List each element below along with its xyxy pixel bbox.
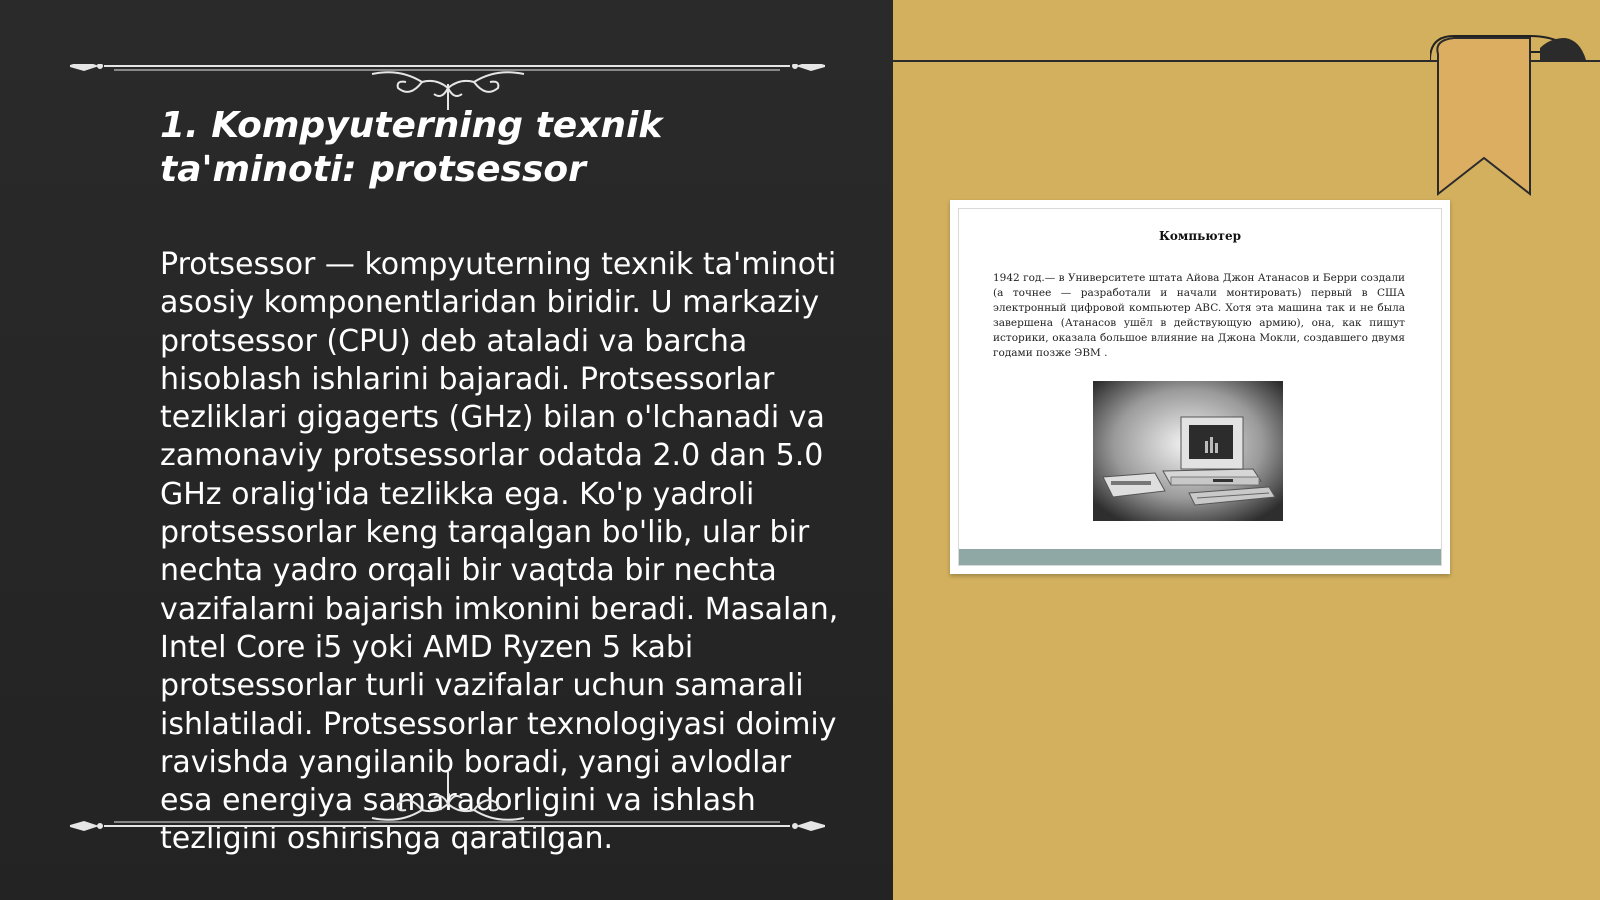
ornamental-divider-bottom <box>70 770 825 836</box>
slide-body-text: Protsessor — kompyuterning texnik ta'minoti asosiy komponentlaridan biridir. U markaziy protsessor (CPU) deb ataladi va barcha hisoblash ishlarini bajaradi. Protsessorlar tezliklari gigagerts (GHz) bilan o'lchanadi va zamonaviy protsessorlar odatda 2.0 dan 5.0 GHz oralig'ida tezlikka ega. Ko'p yadroli protsessorlar keng tarqalgan bo'lib, ular bir nechta yadro orqali bir vaqtda bir nechta vazifalarni bajarish imkonini beradi. Masalan, Intel Core i5 yoki AMD Ryzen 5 kabi protsessorlar turli vazifalar uchun samarali ishlatiladi. Protsessorlar texnologiyasi doimiy ravishda yangilanib boradi, yangi avlodlar esa energiya samaradorligini va ishlash tezligini oshirishga qaratilgan. <box>160 247 839 857</box>
bookmark-ribbon-icon <box>1430 34 1590 204</box>
document-page <box>958 208 1442 566</box>
document-image-frame <box>950 200 1450 574</box>
document-paragraph: 1942 год.— в Университете штата Айова Джон Атанасов и Берри создали (а точнее — разработали и начали монтировать) первый в США электронный цифровой компьютер ABC. Хотя эта машина так и не была завершена (Атанасов ушёл в действующую армию), она, как пишут историки, оказала большое влияние на Джона Мокли, создавшего двумя годами позже ЭВМ . <box>993 272 1405 359</box>
slide-title: 1. Kompyuterning texnik ta'minoti: protsessor <box>160 105 663 190</box>
document-heading: Компьютер <box>1158 229 1242 243</box>
document-footer-bar <box>959 549 1441 565</box>
vintage-computer-photo <box>1093 381 1283 521</box>
